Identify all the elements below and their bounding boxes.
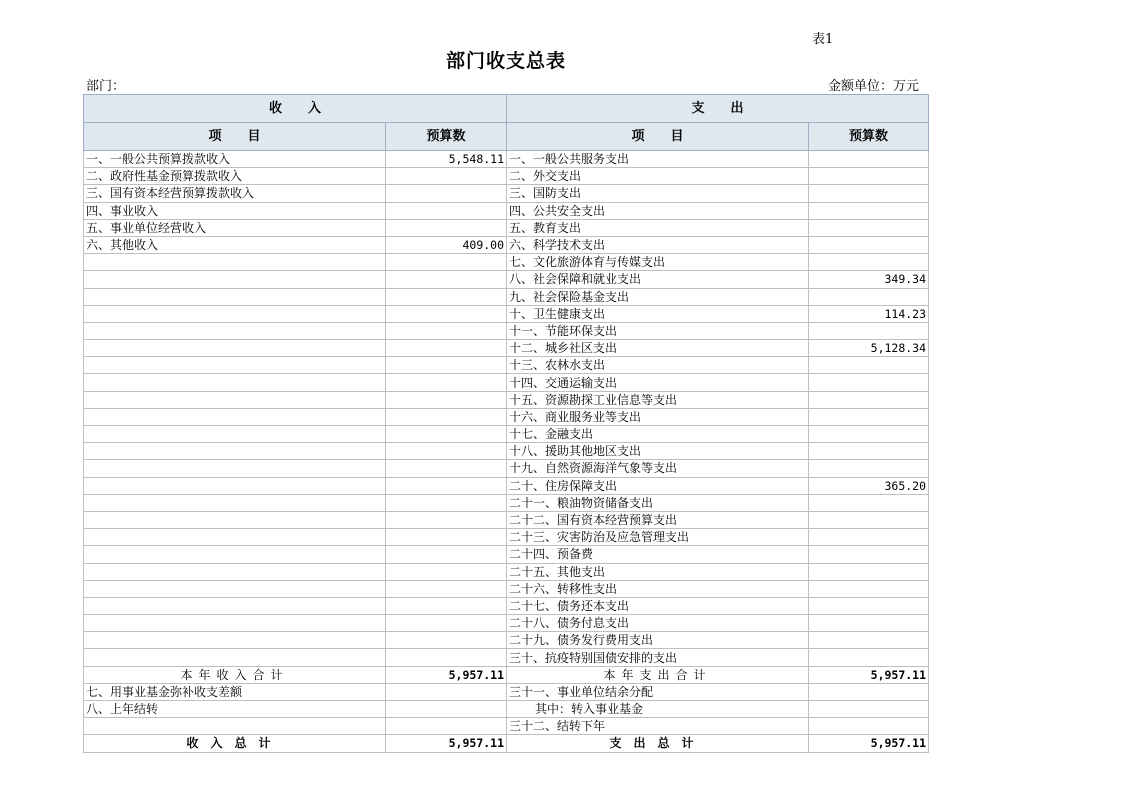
expense-item: 一、一般公共服务支出 (507, 151, 809, 168)
page-title: 部门收支总表 (445, 50, 566, 72)
table-row (84, 701, 929, 718)
expense-value: 114.23 (809, 305, 929, 322)
expense-value (809, 185, 929, 202)
expense-value (809, 529, 929, 546)
expense-item: 三、国防支出 (507, 185, 809, 202)
income-value (386, 374, 507, 391)
income-value (386, 546, 507, 563)
expense-item: 五、教育支出 (507, 219, 809, 236)
expense-value (809, 443, 929, 460)
income-value (386, 357, 507, 374)
expense-value (809, 168, 929, 185)
expense-value (809, 322, 929, 339)
table-row (84, 563, 929, 580)
income-value (386, 219, 507, 236)
income-year-total-label: 本年收入合计 (84, 666, 386, 683)
table-row (84, 340, 929, 357)
table-row (84, 718, 929, 735)
income-grand-total-label: 收入总计 (84, 735, 386, 752)
expense-item: 八、社会保障和就业支出 (507, 271, 809, 288)
expense-item: 二十七、债务还本支出 (507, 597, 809, 614)
expense-value (809, 460, 929, 477)
income-year-total-value: 5,957.11 (386, 666, 507, 683)
table-row (84, 649, 929, 666)
table-row (84, 168, 929, 185)
table-row (84, 305, 929, 322)
income-value: 409.00 (386, 236, 507, 253)
expense-value: 5,128.34 (809, 340, 929, 357)
expense-item: 十四、交通运输支出 (507, 374, 809, 391)
table-row (84, 185, 929, 202)
expense-item: 十三、农林水支出 (507, 357, 809, 374)
table-row (84, 477, 929, 494)
income-item (84, 477, 386, 494)
income-item (84, 563, 386, 580)
expense-value (809, 254, 929, 271)
table-row (84, 202, 929, 219)
income-item (84, 357, 386, 374)
table-row (84, 254, 929, 271)
income-item (84, 391, 386, 408)
income-value (386, 683, 507, 700)
expense-value (809, 236, 929, 253)
income-value (386, 305, 507, 322)
income-value (386, 597, 507, 614)
expense-item: 九、社会保险基金支出 (507, 288, 809, 305)
income-item (84, 271, 386, 288)
income-value (386, 477, 507, 494)
table-row (84, 615, 929, 632)
income-value (386, 460, 507, 477)
expense-item: 十、卫生健康支出 (507, 305, 809, 322)
expense-item: 二十九、债务发行费用支出 (507, 632, 809, 649)
expense-item: 十五、资源勘探工业信息等支出 (507, 391, 809, 408)
income-item-header: 项 目 (84, 123, 386, 151)
table-row (84, 597, 929, 614)
expense-item: 二十一、粮油物资储备支出 (507, 494, 809, 511)
income-item: 六、其他收入 (84, 236, 386, 253)
income-item (84, 546, 386, 563)
table-row (84, 443, 929, 460)
income-value (386, 701, 507, 718)
income-grand-total-value: 5,957.11 (386, 735, 507, 752)
table-number: 表1 (812, 32, 834, 47)
expense-item: 三十二、结转下年 (507, 718, 809, 735)
income-item (84, 529, 386, 546)
expense-item: 六、科学技术支出 (507, 236, 809, 253)
income-item (84, 632, 386, 649)
expense-item: 七、文化旅游体育与传媒支出 (507, 254, 809, 271)
expense-item: 二十六、转移性支出 (507, 580, 809, 597)
income-item: 二、政府性基金预算拨款收入 (84, 168, 386, 185)
table-row (84, 683, 929, 700)
expense-value (809, 151, 929, 168)
expense-value (809, 649, 929, 666)
income-value (386, 563, 507, 580)
expense-value (809, 408, 929, 425)
table-row (84, 151, 929, 168)
expense-value (809, 718, 929, 735)
income-item (84, 580, 386, 597)
expense-item: 三十、抗疫特别国债安排的支出 (507, 649, 809, 666)
table-row (84, 511, 929, 528)
income-item (84, 340, 386, 357)
expense-item: 二十、住房保障支出 (507, 477, 809, 494)
expense-value (809, 597, 929, 614)
income-value (386, 494, 507, 511)
expense-item: 十七、金融支出 (507, 426, 809, 443)
table-row (84, 408, 929, 425)
income-item (84, 374, 386, 391)
table-row (84, 219, 929, 236)
expense-item: 十六、商业服务业等支出 (507, 408, 809, 425)
table-row (84, 357, 929, 374)
expense-value (809, 426, 929, 443)
year-total-row (84, 666, 929, 683)
expense-value: 365.20 (809, 477, 929, 494)
unit-label: 金额单位：万元 (827, 79, 919, 94)
table-row (84, 374, 929, 391)
expense-item-header: 项 目 (507, 123, 809, 151)
expense-year-total-label: 本年支出合计 (507, 666, 809, 683)
expense-item: 其中：转入事业基金 (507, 701, 809, 718)
expense-item: 三十一、事业单位结余分配 (507, 683, 809, 700)
table-row (84, 529, 929, 546)
expense-year-total-value: 5,957.11 (809, 666, 929, 683)
income-value (386, 580, 507, 597)
expense-value (809, 580, 929, 597)
income-item (84, 443, 386, 460)
expense-value (809, 563, 929, 580)
expense-value (809, 632, 929, 649)
table-row (84, 271, 929, 288)
expense-item: 二十四、预备费 (507, 546, 809, 563)
income-item (84, 494, 386, 511)
income-item (84, 254, 386, 271)
table-row (84, 426, 929, 443)
income-value (386, 271, 507, 288)
expense-item: 二十五、其他支出 (507, 563, 809, 580)
income-value (386, 288, 507, 305)
income-item: 七、用事业基金弥补收支差额 (84, 683, 386, 700)
expense-item: 四、公共安全支出 (507, 202, 809, 219)
income-item: 三、国有资本经营预算拨款收入 (84, 185, 386, 202)
expense-value (809, 357, 929, 374)
expense-section-header: 支 出 (507, 95, 929, 123)
income-item (84, 426, 386, 443)
income-item: 五、事业单位经营收入 (84, 219, 386, 236)
expense-value (809, 683, 929, 700)
expense-value (809, 374, 929, 391)
income-item (84, 511, 386, 528)
income-value (386, 426, 507, 443)
income-section-header: 收 入 (84, 95, 507, 123)
income-item (84, 597, 386, 614)
expense-item: 二十八、债务付息支出 (507, 615, 809, 632)
expense-item: 十二、城乡社区支出 (507, 340, 809, 357)
income-value (386, 340, 507, 357)
income-item (84, 288, 386, 305)
table-row (84, 236, 929, 253)
income-value (386, 185, 507, 202)
income-item (84, 649, 386, 666)
expense-item: 二、外交支出 (507, 168, 809, 185)
income-value: 5,548.11 (386, 151, 507, 168)
expense-value (809, 391, 929, 408)
income-value (386, 615, 507, 632)
expense-grand-total-label: 支出总计 (507, 735, 809, 752)
table-row (84, 460, 929, 477)
department-label: 部门： (86, 79, 126, 94)
income-budget-header: 预算数 (386, 123, 507, 151)
expense-item: 十八、援助其他地区支出 (507, 443, 809, 460)
table-row (84, 391, 929, 408)
income-value (386, 443, 507, 460)
table-row (84, 322, 929, 339)
table-row (84, 632, 929, 649)
income-value (386, 511, 507, 528)
income-item (84, 322, 386, 339)
income-value (386, 408, 507, 425)
budget-table (83, 94, 929, 753)
expense-value (809, 615, 929, 632)
expense-value (809, 546, 929, 563)
income-item: 四、事业收入 (84, 202, 386, 219)
income-value (386, 391, 507, 408)
expense-item: 十九、自然资源海洋气象等支出 (507, 460, 809, 477)
income-item (84, 305, 386, 322)
expense-value (809, 202, 929, 219)
income-item (84, 615, 386, 632)
income-value (386, 168, 507, 185)
income-item (84, 408, 386, 425)
expense-value (809, 288, 929, 305)
income-item: 一、一般公共预算拨款收入 (84, 151, 386, 168)
income-item (84, 460, 386, 477)
table-row (84, 494, 929, 511)
table-row (84, 546, 929, 563)
expense-value (809, 219, 929, 236)
grand-total-row (84, 735, 929, 752)
income-value (386, 632, 507, 649)
expense-item: 二十三、灾害防治及应急管理支出 (507, 529, 809, 546)
section-header-row (84, 95, 929, 123)
expense-grand-total-value: 5,957.11 (809, 735, 929, 752)
column-header-row (84, 123, 929, 151)
expense-value (809, 701, 929, 718)
expense-value (809, 511, 929, 528)
table-row (84, 580, 929, 597)
expense-budget-header: 预算数 (809, 123, 929, 151)
income-value (386, 649, 507, 666)
expense-value: 349.34 (809, 271, 929, 288)
income-value (386, 718, 507, 735)
expense-value (809, 494, 929, 511)
income-value (386, 254, 507, 271)
income-item: 八、上年结转 (84, 701, 386, 718)
table-row (84, 288, 929, 305)
income-item (84, 718, 386, 735)
income-value (386, 322, 507, 339)
expense-item: 二十二、国有资本经营预算支出 (507, 511, 809, 528)
expense-item: 十一、节能环保支出 (507, 322, 809, 339)
income-value (386, 202, 507, 219)
income-value (386, 529, 507, 546)
